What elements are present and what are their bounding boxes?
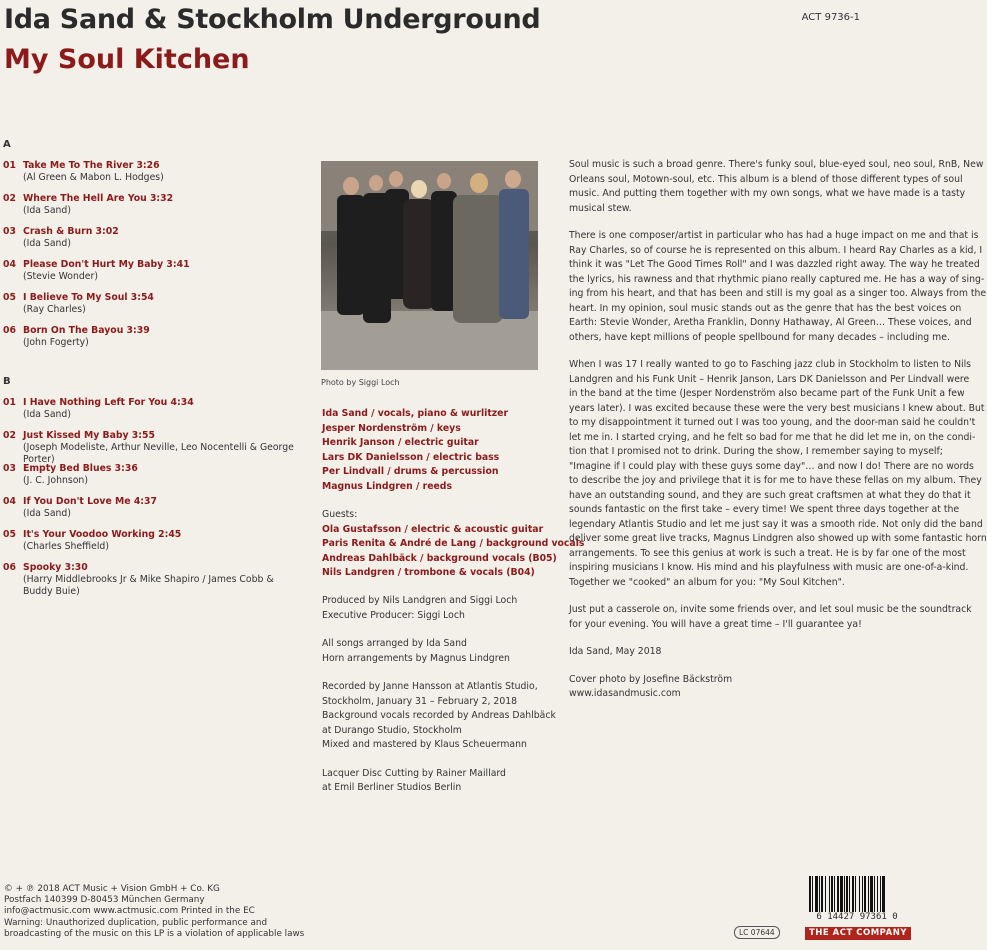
liner-line: Landgren and his Funk Unit – Henrik Janson, Lars DK Danielsson and Per Lindvall were (569, 373, 970, 385)
track-number: 04 (3, 496, 16, 507)
musician-credit: Ida Sand / vocals, piano & wurlitzer (322, 408, 509, 419)
footer-line: Warning: Unauthorized duplication, public performance and (4, 917, 268, 928)
liner-line: for your evening. You will have a great time – I'll guarantee ya! (569, 618, 862, 630)
liner-line: "Imagine if I could play with these guys some day"… and now I do! There are no words (569, 460, 974, 472)
track-item (3, 562, 303, 595)
photo-caption: Photo by Siggi Loch (321, 378, 400, 387)
liner-line: let me in. I started crying, and he felt so bad for me that he did let me in, on the condi- (569, 431, 976, 443)
credit-line: Mixed and mastered by Klaus Scheuermann (322, 739, 527, 750)
liner-line: years later). I was excited because these were the very best musicians I knew about. But (569, 402, 985, 414)
liner-line: ing from his heart, and that has been and still is my goal as a singer too. Always from the (569, 288, 987, 299)
credit-line: Stockholm, January 31 – February 2, 2018 (322, 695, 518, 707)
credit-line: Produced by Nils Landgren and Siggi Loch (322, 595, 518, 606)
liner-line: Earth: Stevie Wonder, Aretha Franklin, Donny Hathaway, Al Green… These voices, and (569, 317, 972, 328)
liner-line: inspiring musicians I know. His mind and his playfulness with music are one-of-a-kind. (569, 562, 969, 573)
album-title: My Soul Kitchen (4, 44, 250, 75)
track-item (3, 397, 303, 430)
footer-line: © + ℗ 2018 ACT Music + Vision GmbH + Co. KG (4, 884, 220, 894)
liner-line: in the band at the time (Jesper Nordenström also became part of the Funk Unit a few (569, 388, 965, 399)
credit-line: Executive Producer: Siggi Loch (322, 609, 465, 621)
side-a-tracklist (3, 160, 303, 358)
liner-line: deliver some great live tracks, Magnus Lindgren also showed up with some fantastic horn (569, 533, 987, 544)
track-title: Spooky 3:30 (23, 562, 88, 573)
liner-line: sounds fantastic on the first take – every time! We spent three days together at the (569, 504, 960, 515)
musician-credit: Per Lindvall / drums & percussion (322, 466, 499, 477)
track-number: 01 (3, 160, 16, 171)
guests-section (322, 508, 585, 581)
footer-line: info@actmusic.com www.actmusic.com Printed in the EC (4, 906, 255, 917)
liner-line: arrangements. To see this genius at work is such a treat. He is by far one of the most (569, 547, 966, 559)
liner-line: think it was "Let The Good Times Roll" and I was dazzled right away. The way he treated (569, 259, 980, 270)
track-number: 03 (3, 226, 16, 237)
musician-credit: Magnus Lindgren / reeds (322, 480, 452, 492)
act-company-logo: THE ACT COMPANY (805, 927, 911, 940)
credit-block (322, 637, 552, 666)
liner-line: There is one composer/artist in particular who has had a huge impact on me and that is (569, 230, 979, 241)
liner-line: the lyrics, his rawness and that rhythmic piano really captured me. He has a way of sing- (569, 273, 985, 285)
track-writers: (Harry Middlebrooks Jr & Mike Shapiro / James Cobb & Buddy Buie) (23, 574, 274, 597)
musician-credit: Henrik Janson / electric guitar (322, 437, 479, 448)
credit-block (322, 767, 552, 796)
track-number: 03 (3, 463, 16, 474)
track-item (3, 226, 303, 259)
track-number: 05 (3, 529, 16, 540)
track-writers: (Ray Charles) (23, 304, 86, 315)
band-photo (321, 161, 538, 370)
liner-line: Just put a casserole on, invite some friends over, and let soul music be the soundtrack (569, 604, 972, 615)
track-title: Take Me To The River 3:26 (23, 160, 160, 171)
barcode-digits: 6 14427 97361 0 (805, 912, 909, 922)
liner-line: legendary Atlantis Studio and let me just say it was a smooth ride. Not only did the band (569, 518, 983, 530)
track-number: 06 (3, 325, 16, 336)
track-title: I Believe To My Soul 3:54 (23, 292, 154, 303)
track-writers: (Ida Sand) (23, 205, 71, 216)
liner-paragraph (569, 645, 909, 660)
track-title: If You Don't Love Me 4:37 (23, 496, 157, 507)
credits-section (322, 594, 556, 810)
liner-line: to describe the joy and privilege that it is for me to have these fellas on my album. They (569, 475, 982, 486)
track-title: Crash & Burn 3:02 (23, 226, 119, 237)
liner-paragraph (569, 673, 909, 702)
liner-line: www.idasandmusic.com (569, 688, 681, 699)
liner-line: Ray Charles, so of course he is represented on this album. I heard Ray Charles as a kid, I (569, 244, 983, 256)
side-a-label: A (3, 139, 11, 150)
track-item (3, 325, 303, 358)
track-item (3, 292, 303, 325)
track-writers: (Ida Sand) (23, 238, 71, 249)
credit-block (322, 680, 556, 753)
track-writers: (Joseph Modeliste, Arthur Neville, Leo Nocentelli & George Porter) (23, 442, 294, 465)
musician-credit: Lars DK Danielsson / electric bass (322, 451, 500, 463)
track-title: I Have Nothing Left For You 4:34 (23, 397, 194, 408)
guest-credit: Paris Renita & André de Lang / background vocals (322, 538, 585, 549)
footer-line: Postfach 140399 D-80453 München Germany (4, 895, 205, 906)
track-writers: (Al Green & Mabon L. Hodges) (23, 172, 164, 183)
track-number: 02 (3, 430, 16, 441)
guest-credit: Ola Gustafsson / electric & acoustic guitar (322, 523, 544, 535)
track-writers: (Ida Sand) (23, 409, 71, 420)
footer-line: broadcasting of the music on this LP is a violation of applicable laws (4, 928, 305, 939)
track-title: Please Don't Hurt My Baby 3:41 (23, 259, 190, 270)
liner-line: have an outstanding sound, and they are such great craftsmen at what they do that it (569, 489, 971, 501)
liner-line: music. And putting them together with my own songs, what we have made is a tasty (569, 188, 966, 199)
liner-line: heart. In my opinion, soul music stands out as the genre that has the best voices on (569, 302, 962, 314)
track-number: 02 (3, 193, 16, 204)
track-number: 06 (3, 562, 16, 573)
liner-line: When I was 17 I really wanted to go to Fasching jazz club in Stockholm to listen to Nils (569, 359, 972, 370)
track-item (3, 193, 303, 226)
track-title: Where The Hell Are You 3:32 (23, 193, 174, 204)
side-b-label: B (3, 376, 11, 387)
track-item (3, 160, 303, 193)
liner-line: Together we "cooked" an album for you: "My Soul Kitchen". (569, 576, 845, 588)
credit-line: at Emil Berliner Studios Berlin (322, 782, 462, 793)
track-writers: (J. C. Johnson) (23, 475, 88, 486)
credit-line: Horn arrangements by Magnus Lindgren (322, 652, 510, 664)
liner-paragraph (569, 229, 987, 345)
guests-label: Guests: (322, 509, 358, 520)
catalog-number: ACT 9736-1 (801, 12, 860, 23)
liner-notes (569, 158, 987, 715)
liner-line: musical stew. (569, 202, 632, 214)
credit-line: at Durango Studio, Stockholm (322, 724, 462, 736)
barcode (805, 876, 909, 924)
musicians-list (322, 407, 552, 494)
side-b-tracklist (3, 397, 303, 595)
track-number: 05 (3, 292, 16, 303)
track-title: It's Your Voodoo Working 2:45 (23, 529, 182, 540)
track-item (3, 496, 303, 529)
track-title: Empty Bed Blues 3:36 (23, 463, 138, 474)
track-number: 04 (3, 259, 16, 270)
artist-name: Ida Sand & Stockholm Underground (4, 4, 541, 35)
liner-line: others, have kept millions of people spellbound for many decades – including me. (569, 331, 950, 343)
guest-credit: Nils Landgren / trombone & vocals (B04) (322, 567, 535, 578)
label-code: LC 07644 (734, 926, 780, 939)
track-writers: (Stevie Wonder) (23, 271, 98, 282)
track-item (3, 430, 303, 463)
footer-copyright (4, 884, 304, 940)
track-item (3, 259, 303, 292)
track-item (3, 529, 303, 562)
credit-line: Background vocals recorded by Andreas Dahlbäck (322, 710, 556, 721)
liner-paragraph (569, 603, 972, 632)
credit-line: All songs arranged by Ida Sand (322, 638, 467, 649)
guest-credit: Andreas Dahlbäck / background vocals (B05) (322, 552, 557, 564)
track-item (3, 463, 303, 496)
liner-line: Cover photo by Josefine Bäckström (569, 673, 733, 685)
liner-paragraph (569, 158, 984, 216)
liner-line: Soul music is such a broad genre. There's funky soul, blue-eyed soul, neo soul, RnB, New (569, 159, 984, 170)
credit-block (322, 594, 552, 623)
liner-line: Orleans soul, Motown-soul, etc. This album is a blend of those different types of soul (569, 173, 963, 185)
track-writers: (John Fogerty) (23, 337, 89, 348)
musician-credit: Jesper Nordenström / keys (322, 422, 461, 434)
credit-line: Recorded by Janne Hansson at Atlantis Studio, (322, 681, 538, 692)
track-title: Just Kissed My Baby 3:55 (23, 430, 155, 441)
liner-line: Ida Sand, May 2018 (569, 646, 662, 657)
track-writers: (Charles Sheffield) (23, 541, 109, 552)
track-title: Born On The Bayou 3:39 (23, 325, 150, 336)
liner-line: to my disappointment it turned out I was too young, and the door-man said he couldn't (569, 417, 976, 428)
credit-line: Lacquer Disc Cutting by Rainer Maillard (322, 767, 506, 779)
track-writers: (Ida Sand) (23, 508, 71, 519)
liner-line: tion that I promised not to drink. During the show, I remember saying to myself; (569, 446, 943, 457)
liner-paragraph (569, 358, 987, 590)
track-number: 01 (3, 397, 16, 408)
